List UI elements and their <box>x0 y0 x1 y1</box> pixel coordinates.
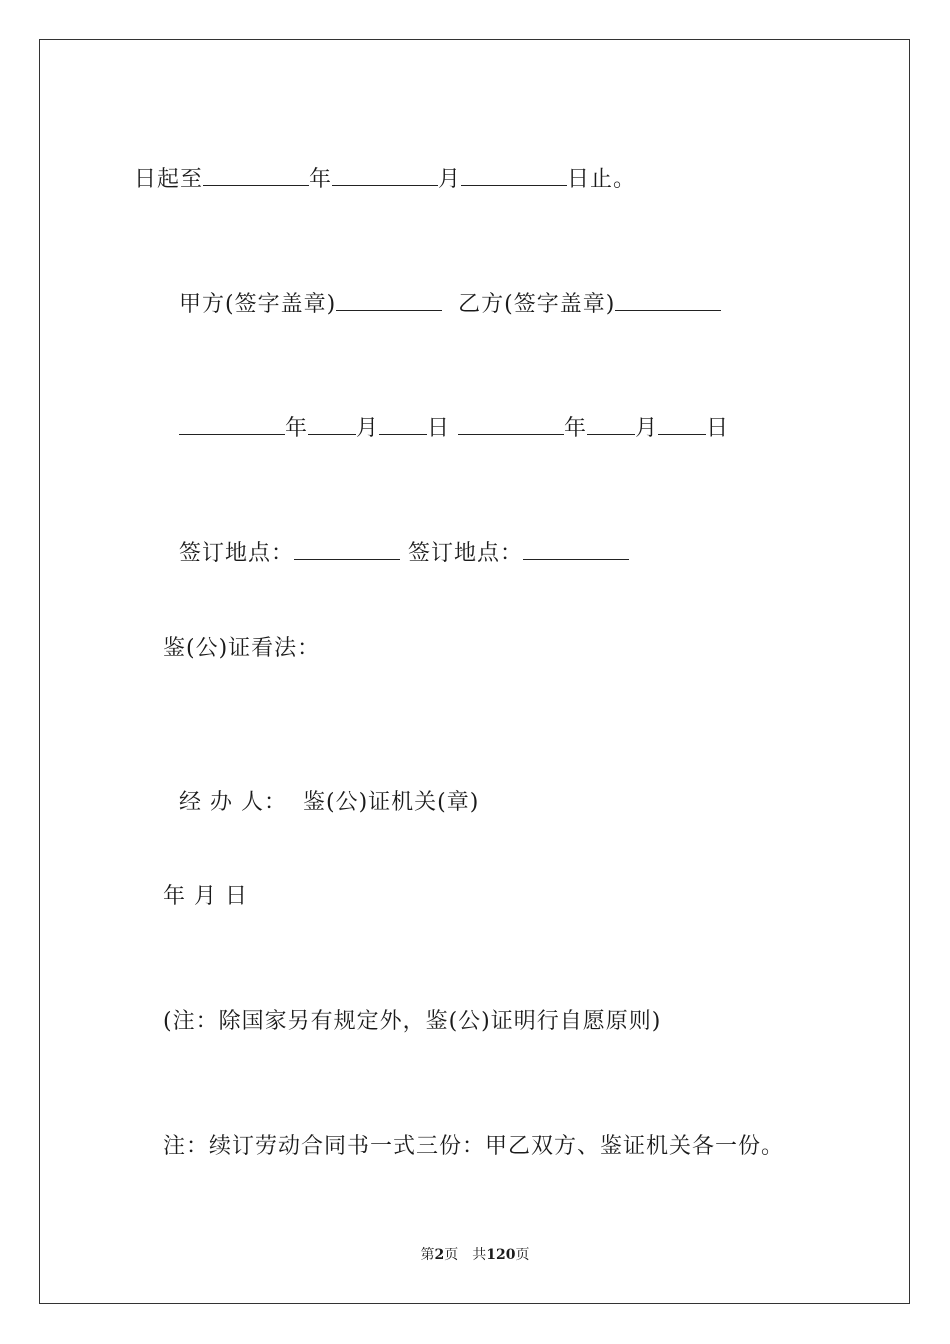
footer-text: 第 <box>420 1247 435 1263</box>
month-label: 月 <box>635 416 659 441</box>
year-label: 年 <box>564 416 588 441</box>
note-principle: (注：除国家另有规定外，鉴(公)证明行自愿原则) <box>163 1009 662 1034</box>
page-border <box>39 39 910 1304</box>
term-end-line <box>118 135 636 195</box>
signing-place-blank[interactable] <box>523 539 629 560</box>
text-from: 日起至 <box>134 167 204 192</box>
handler-label: 经 办 人： <box>179 790 287 815</box>
party-a-day-blank[interactable] <box>379 414 427 435</box>
year-label: 年 <box>285 416 309 441</box>
party-a-year-blank[interactable] <box>179 414 285 435</box>
signing-place-label: 签订地点： <box>408 541 524 566</box>
text-year: 年 <box>309 167 333 192</box>
text-month: 月 <box>438 167 462 192</box>
signature-date-line <box>163 384 729 444</box>
party-b-year-blank[interactable] <box>458 414 564 435</box>
signing-place-blank[interactable] <box>294 539 400 560</box>
total-pages: 120 <box>486 1247 516 1263</box>
party-b-month-blank[interactable] <box>587 414 635 435</box>
signing-place-label: 签订地点： <box>179 541 295 566</box>
party-a-signature-label: 甲方(签字盖章) <box>179 292 337 317</box>
notary-seal-label: 鉴(公)证机关(章) <box>303 790 480 815</box>
page-number: 2 <box>434 1247 445 1263</box>
party-a-month-blank[interactable] <box>308 414 356 435</box>
note-copies: 注：续订劳动合同书一式三份：甲乙双方、鉴证机关各一份。 <box>163 1134 785 1159</box>
party-b-signature-blank[interactable] <box>615 290 721 311</box>
signature-line <box>163 260 721 320</box>
notary-opinion-label: 鉴(公)证看法： <box>163 636 321 661</box>
blank-month[interactable] <box>332 165 438 186</box>
blank-year[interactable] <box>203 165 309 186</box>
handler-line <box>163 758 479 818</box>
signing-place-line <box>163 509 629 569</box>
footer-text: 页 共 <box>444 1247 487 1263</box>
day-label: 日 <box>706 416 730 441</box>
party-a-signature-blank[interactable] <box>336 290 442 311</box>
party-b-day-blank[interactable] <box>658 414 706 435</box>
party-b-signature-label: 乙方(签字盖章) <box>458 292 616 317</box>
date-label-line: 年 月 日 <box>163 884 248 909</box>
blank-day[interactable] <box>461 165 567 186</box>
text-until: 日止。 <box>567 167 637 192</box>
footer-text: 页 <box>515 1247 530 1263</box>
day-label: 日 <box>427 416 451 441</box>
page-footer <box>0 1245 950 1265</box>
month-label: 月 <box>356 416 380 441</box>
